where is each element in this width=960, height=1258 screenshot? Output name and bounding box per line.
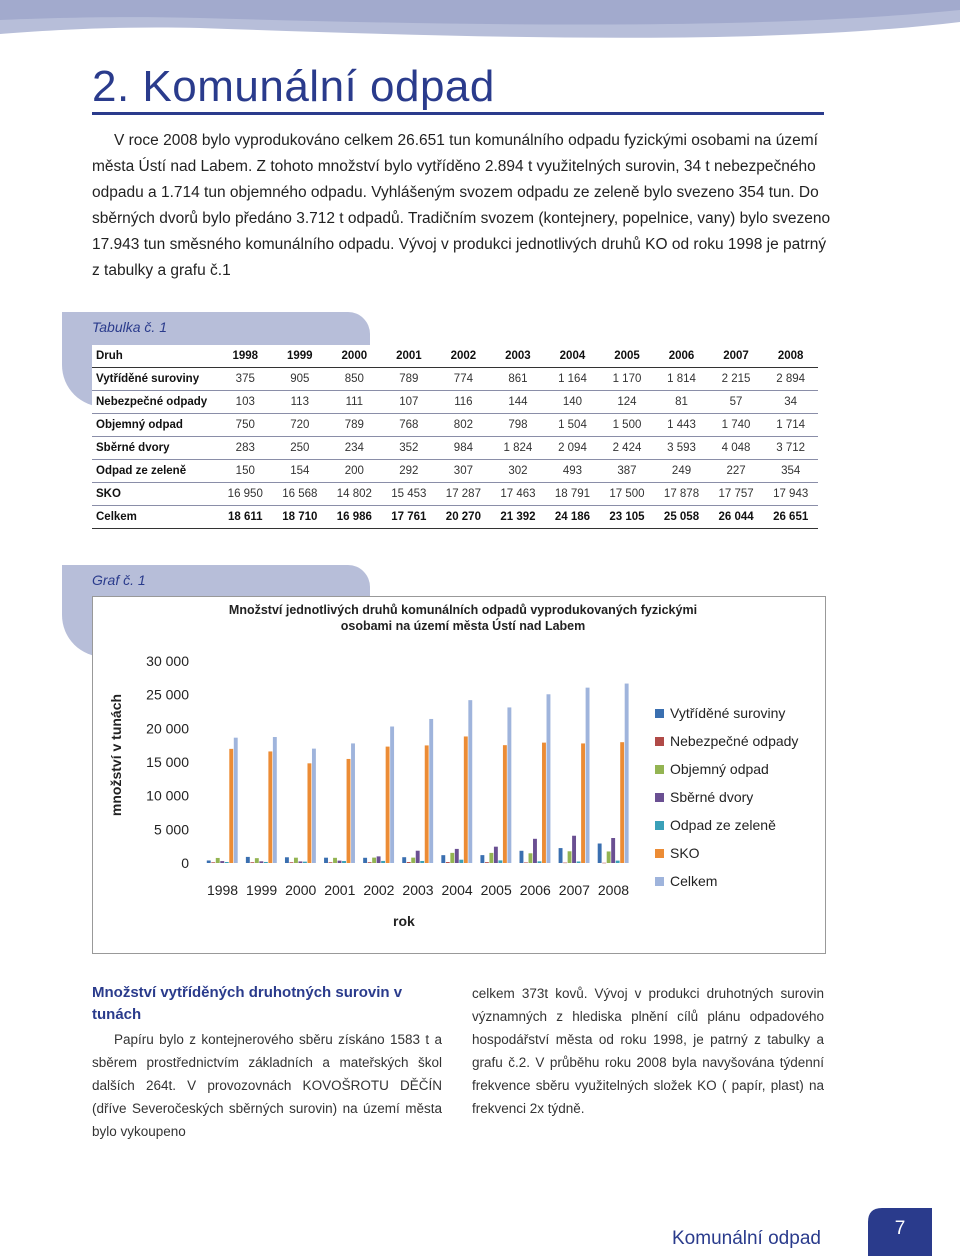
- table-cell: 2008: [763, 345, 818, 368]
- y-tick-label: 25 000: [146, 686, 189, 703]
- table-cell: 140: [545, 391, 600, 414]
- table-cell: 18 791: [545, 483, 600, 506]
- bar-vytříděné-suroviny-2006: [520, 851, 524, 863]
- table-cell: 1 814: [654, 368, 709, 391]
- y-tick-label: 0: [181, 855, 189, 871]
- table-cell: 2007: [709, 345, 764, 368]
- table-cell: 18 611: [218, 506, 273, 529]
- x-tick-label: 2005: [480, 882, 512, 898]
- x-tick-label: 2008: [597, 882, 630, 898]
- bar-vytříděné-suroviny-2004: [441, 855, 445, 863]
- legend-swatch: [655, 849, 664, 858]
- table-cell: 798: [491, 414, 546, 437]
- legend-item: [655, 783, 798, 811]
- table-cell: 17 761: [382, 506, 437, 529]
- row-label: Sběrné dvory: [92, 437, 218, 460]
- table-caption: Tabulka č. 1: [92, 319, 167, 335]
- bar-vytříděné-suroviny-1998: [207, 860, 211, 863]
- table-cell: 850: [327, 368, 382, 391]
- table-cell: 2000: [327, 345, 382, 368]
- table-cell: 2004: [545, 345, 600, 368]
- table-cell: 1 504: [545, 414, 600, 437]
- section-left-column: [92, 1028, 442, 1143]
- page-title: 2. Komunální odpad: [92, 62, 495, 111]
- bar-vytříděné-suroviny-2002: [363, 858, 367, 863]
- bar-celkem-2001: [351, 743, 355, 863]
- bar-odpad-ze-zeleně-2000: [303, 862, 307, 863]
- bar-odpad-ze-zeleně-2006: [538, 861, 542, 863]
- bar-objemný-odpad-1999: [255, 858, 259, 863]
- table-cell: 493: [545, 460, 600, 483]
- table-row: [92, 391, 818, 414]
- bar-objemný-odpad-2007: [568, 851, 572, 863]
- table-cell: 103: [218, 391, 273, 414]
- x-tick-label: 1999: [246, 882, 278, 898]
- table-cell: 26 044: [709, 506, 764, 529]
- table-cell: 387: [600, 460, 655, 483]
- bar-celkem-2000: [312, 749, 316, 863]
- table-cell: 1 740: [709, 414, 764, 437]
- table-cell: 861: [491, 368, 546, 391]
- legend-swatch: [655, 821, 664, 830]
- table-cell: 750: [218, 414, 273, 437]
- row-label: SKO: [92, 483, 218, 506]
- table-cell: 1 170: [600, 368, 655, 391]
- table-cell: 17 943: [763, 483, 818, 506]
- section-left-text: Papíru bylo z kontejnerového sběru získáno 1583 t a sběrem prostřednictvím základních a mateřských škol dalších 264t. V provozovnách KOVOŠROTU DĚČÍN (dříve Severočeských sběrných surovin) na území města bylo vykoupeno: [92, 1032, 442, 1139]
- bar-nebezpečné-odpady-2000: [289, 862, 293, 863]
- table-row: [92, 460, 818, 483]
- table-cell: 16 568: [273, 483, 328, 506]
- page-number: 7: [894, 1218, 906, 1239]
- bar-sko-2001: [347, 759, 351, 863]
- bar-sko-2008: [620, 742, 624, 863]
- legend-item: [655, 699, 798, 727]
- table-cell: 352: [382, 437, 437, 460]
- bar-odpad-ze-zeleně-1999: [264, 862, 268, 863]
- bar-vytříděné-suroviny-2007: [559, 848, 563, 863]
- legend-label: Nebezpečné odpady: [670, 733, 799, 749]
- bar-odpad-ze-zeleně-2001: [342, 861, 346, 863]
- table-total-row: [92, 506, 818, 529]
- table-cell: 283: [218, 437, 273, 460]
- bar-vytříděné-suroviny-2000: [285, 857, 289, 863]
- x-tick-label: 2001: [324, 882, 356, 898]
- table-cell: 802: [436, 414, 491, 437]
- table-cell: 23 105: [600, 506, 655, 529]
- table-row: [92, 414, 818, 437]
- bar-odpad-ze-zeleně-2005: [498, 860, 502, 863]
- bar-celkem-2004: [468, 700, 472, 863]
- bar-chart: [93, 597, 653, 907]
- legend-label: SKO: [670, 845, 700, 861]
- bar-objemný-odpad-2006: [529, 853, 533, 863]
- legend-item: [655, 811, 798, 839]
- table-cell: 34: [763, 391, 818, 414]
- table-cell: 17 500: [600, 483, 655, 506]
- bar-sběrné-dvory-2004: [455, 849, 459, 863]
- bar-vytříděné-suroviny-2003: [402, 857, 406, 863]
- table-cell: 16 986: [327, 506, 382, 529]
- bar-sběrné-dvory-1998: [220, 861, 224, 863]
- table-row: [92, 368, 818, 391]
- table-cell: 1 164: [545, 368, 600, 391]
- table-cell: 21 392: [491, 506, 546, 529]
- table-cell: 1 714: [763, 414, 818, 437]
- table-cell: 1 500: [600, 414, 655, 437]
- title-underline: [92, 112, 824, 115]
- table-cell: 116: [436, 391, 491, 414]
- x-tick-label: 2003: [402, 882, 434, 898]
- table-cell: 16 950: [218, 483, 273, 506]
- bar-odpad-ze-zeleně-2002: [381, 861, 385, 863]
- row-label: Vytříděné suroviny: [92, 368, 218, 391]
- waste-table: [92, 345, 818, 529]
- bar-vytříděné-suroviny-2008: [598, 844, 602, 863]
- table-cell: 111: [327, 391, 382, 414]
- table-cell: 227: [709, 460, 764, 483]
- table-cell: 3 712: [763, 437, 818, 460]
- legend-item: [655, 839, 798, 867]
- table-cell: 2 424: [600, 437, 655, 460]
- table-header-row: [92, 345, 818, 368]
- bar-objemný-odpad-2004: [450, 853, 454, 863]
- table-cell: 113: [273, 391, 328, 414]
- table-cell: 292: [382, 460, 437, 483]
- bar-objemný-odpad-2008: [607, 851, 611, 863]
- bar-sběrné-dvory-2002: [377, 856, 381, 863]
- bar-nebezpečné-odpady-2004: [446, 862, 450, 863]
- table-cell: 200: [327, 460, 382, 483]
- y-tick-label: 15 000: [146, 754, 189, 770]
- table-cell: 234: [327, 437, 382, 460]
- table-cell: 375: [218, 368, 273, 391]
- table-cell: 2 094: [545, 437, 600, 460]
- row-label: Celkem: [92, 506, 218, 529]
- table-cell: 2006: [654, 345, 709, 368]
- table-cell: 17 287: [436, 483, 491, 506]
- table-cell: 20 270: [436, 506, 491, 529]
- legend-swatch: [655, 793, 664, 802]
- bar-sko-2005: [503, 745, 507, 863]
- table-cell: 1998: [218, 345, 273, 368]
- bar-vytříděné-suroviny-1999: [246, 857, 250, 863]
- bar-sko-1998: [229, 749, 233, 863]
- row-label: Odpad ze zeleně: [92, 460, 218, 483]
- table-cell: 1999: [273, 345, 328, 368]
- table-cell: 3 593: [654, 437, 709, 460]
- bar-objemný-odpad-2000: [294, 858, 298, 863]
- bar-sběrné-dvory-1999: [259, 861, 263, 863]
- table-cell: 25 058: [654, 506, 709, 529]
- bar-odpad-ze-zeleně-2004: [459, 860, 463, 863]
- table-cell: 250: [273, 437, 328, 460]
- header-wave-decoration: [0, 0, 960, 60]
- footer-section-label: Komunální odpad: [672, 1228, 821, 1249]
- intro-paragraph: V roce 2008 bylo vyprodukováno celkem 26.651 tun komunálního odpadu fyzickými osobami na území města Ústí nad Labem. Z tohoto množství bylo vytříděno 2.894 t využitelných surovin, 34 t nebezpečného odpadu a 1.714 tun objemného odpadu. Vyhlášeným svozem odpadu ze zeleně bylo svezeno 354 tun. Do sběrných dvorů bylo předáno 3.712 t odpadů. Tradičním svozem (kontejnery, popelnice, vany) bylo svezeno 17.943 tun směsného komunálního odpadu. Vývoj v produkci jednotlivých druhů KO od roku 1998 je patrný z tabulky a grafu č.1: [92, 132, 831, 279]
- section-title: Množství vytříděných druhotných surovin v tunách: [92, 984, 403, 1023]
- bar-sběrné-dvory-2006: [533, 839, 537, 863]
- table-cell: 2003: [491, 345, 546, 368]
- table-cell: 302: [491, 460, 546, 483]
- bar-nebezpečné-odpady-2003: [407, 862, 411, 863]
- x-tick-label: 1998: [206, 882, 239, 898]
- bar-objemný-odpad-2003: [411, 858, 415, 863]
- y-tick-label: 5 000: [153, 821, 189, 838]
- table-cell: 1 824: [491, 437, 546, 460]
- table-cell: 15 453: [382, 483, 437, 506]
- row-label: Nebezpečné odpady: [92, 391, 218, 414]
- chart-legend: [655, 699, 798, 895]
- table-cell: 984: [436, 437, 491, 460]
- bar-nebezpečné-odpady-1998: [211, 862, 215, 863]
- bar-celkem-2007: [586, 688, 590, 863]
- y-tick-label: 30 000: [146, 653, 189, 669]
- bar-sko-2004: [464, 736, 468, 863]
- section-right-text: celkem 373t kovů. Vývoj v produkci druhotných surovin významných z hlediska plnění cílů plánu odpadového hospodářství města od roku 1998, je patrný z tabulky a grafu č.2. V průběhu roku 2008 byla navyšována týdenní frekvence sběru využitelných složek KO ( papír, plast) na frekvenci 2x týdně.: [472, 986, 824, 1116]
- table-cell: 107: [382, 391, 437, 414]
- bar-sběrné-dvory-2005: [494, 847, 498, 863]
- table-cell: 154: [273, 460, 328, 483]
- table-cell: 354: [763, 460, 818, 483]
- bar-nebezpečné-odpady-2008: [602, 863, 606, 864]
- table-cell: 14 802: [327, 483, 382, 506]
- bar-odpad-ze-zeleně-1998: [225, 862, 229, 863]
- bar-sběrné-dvory-2008: [611, 838, 615, 863]
- table-cell: 124: [600, 391, 655, 414]
- x-axis-label: rok: [393, 913, 415, 929]
- table-cell: 720: [273, 414, 328, 437]
- x-tick-label: 2007: [558, 882, 590, 898]
- bar-odpad-ze-zeleně-2008: [616, 861, 620, 863]
- y-axis-label: množství v tunách: [108, 693, 124, 817]
- row-label: Druh: [92, 345, 218, 368]
- chart-frame: [92, 596, 826, 954]
- y-tick-label: 10 000: [146, 787, 189, 804]
- row-label: Objemný odpad: [92, 414, 218, 437]
- table-cell: 249: [654, 460, 709, 483]
- bar-nebezpečné-odpady-2007: [563, 863, 567, 864]
- bar-vytříděné-suroviny-2005: [480, 855, 484, 863]
- bar-sběrné-dvory-2003: [416, 851, 420, 863]
- bar-objemný-odpad-2005: [489, 853, 493, 863]
- bar-sko-2002: [386, 747, 390, 863]
- bar-objemný-odpad-2002: [372, 858, 376, 863]
- bar-nebezpečné-odpady-2006: [524, 862, 528, 863]
- table-row: [92, 483, 818, 506]
- bar-nebezpečné-odpady-2005: [485, 862, 489, 863]
- legend-item: [655, 755, 798, 783]
- bar-celkem-2003: [429, 719, 433, 863]
- chart-caption: Graf č. 1: [92, 572, 146, 588]
- x-tick-label: 2004: [441, 882, 473, 898]
- table-cell: 774: [436, 368, 491, 391]
- intro-text: [92, 128, 832, 284]
- table-cell: 26 651: [763, 506, 818, 529]
- bar-odpad-ze-zeleně-2003: [420, 861, 424, 863]
- legend-swatch: [655, 737, 664, 746]
- section-right-column: [472, 982, 824, 1120]
- legend-item: [655, 727, 798, 755]
- table-cell: 2002: [436, 345, 491, 368]
- bar-sběrné-dvory-2000: [298, 861, 302, 863]
- legend-label: Vytříděné suroviny: [670, 705, 786, 721]
- table-row: [92, 437, 818, 460]
- table-cell: 17 878: [654, 483, 709, 506]
- bar-objemný-odpad-2001: [333, 858, 337, 863]
- bar-celkem-1998: [234, 738, 238, 863]
- table-cell: 144: [491, 391, 546, 414]
- bar-sko-1999: [268, 751, 272, 863]
- legend-label: Sběrné dvory: [670, 789, 754, 805]
- bar-celkem-1999: [273, 737, 277, 863]
- legend-label: Objemný odpad: [670, 761, 769, 777]
- legend-swatch: [655, 765, 664, 774]
- bar-objemný-odpad-1998: [216, 858, 220, 863]
- table-cell: 768: [382, 414, 437, 437]
- table-cell: 17 463: [491, 483, 546, 506]
- table-cell: 2005: [600, 345, 655, 368]
- table-cell: 4 048: [709, 437, 764, 460]
- table-cell: 81: [654, 391, 709, 414]
- legend-swatch: [655, 709, 664, 718]
- table-cell: 2001: [382, 345, 437, 368]
- table-cell: 789: [382, 368, 437, 391]
- legend-item: [655, 867, 798, 895]
- table-cell: 2 894: [763, 368, 818, 391]
- table-cell: 18 710: [273, 506, 328, 529]
- table-cell: 17 757: [709, 483, 764, 506]
- bar-sběrné-dvory-2007: [572, 836, 576, 863]
- bar-sběrné-dvory-2001: [338, 861, 342, 863]
- bar-nebezpečné-odpady-1999: [250, 862, 254, 863]
- chart-title: Množství jednotlivých druhů komunálních odpadů vyprodukovaných fyzickými osobami na území města Ústí nad Labem: [228, 603, 698, 633]
- table-cell: 2 215: [709, 368, 764, 391]
- legend-swatch: [655, 877, 664, 886]
- y-tick-label: 20 000: [146, 720, 189, 737]
- bar-celkem-2008: [625, 684, 629, 863]
- bar-celkem-2006: [547, 694, 551, 863]
- bar-vytříděné-suroviny-2001: [324, 858, 328, 863]
- x-tick-label: 2002: [363, 882, 395, 898]
- bar-celkem-2002: [390, 727, 394, 863]
- x-tick-label: 2000: [285, 882, 317, 898]
- table-cell: 150: [218, 460, 273, 483]
- legend-label: Celkem: [670, 873, 718, 889]
- table-cell: 24 186: [545, 506, 600, 529]
- bar-nebezpečné-odpady-2002: [368, 862, 372, 863]
- bar-sko-2000: [307, 763, 311, 863]
- bar-odpad-ze-zeleně-2007: [577, 861, 581, 863]
- bar-sko-2007: [581, 743, 585, 863]
- bar-sko-2003: [425, 745, 429, 863]
- legend-label: Odpad ze zeleně: [670, 817, 776, 833]
- table-cell: 57: [709, 391, 764, 414]
- table-cell: 307: [436, 460, 491, 483]
- table-cell: 905: [273, 368, 328, 391]
- bar-nebezpečné-odpady-2001: [329, 862, 333, 863]
- x-tick-label: 2006: [519, 882, 551, 898]
- table-cell: 1 443: [654, 414, 709, 437]
- bar-sko-2006: [542, 743, 546, 863]
- bar-celkem-2005: [507, 707, 511, 863]
- table-cell: 789: [327, 414, 382, 437]
